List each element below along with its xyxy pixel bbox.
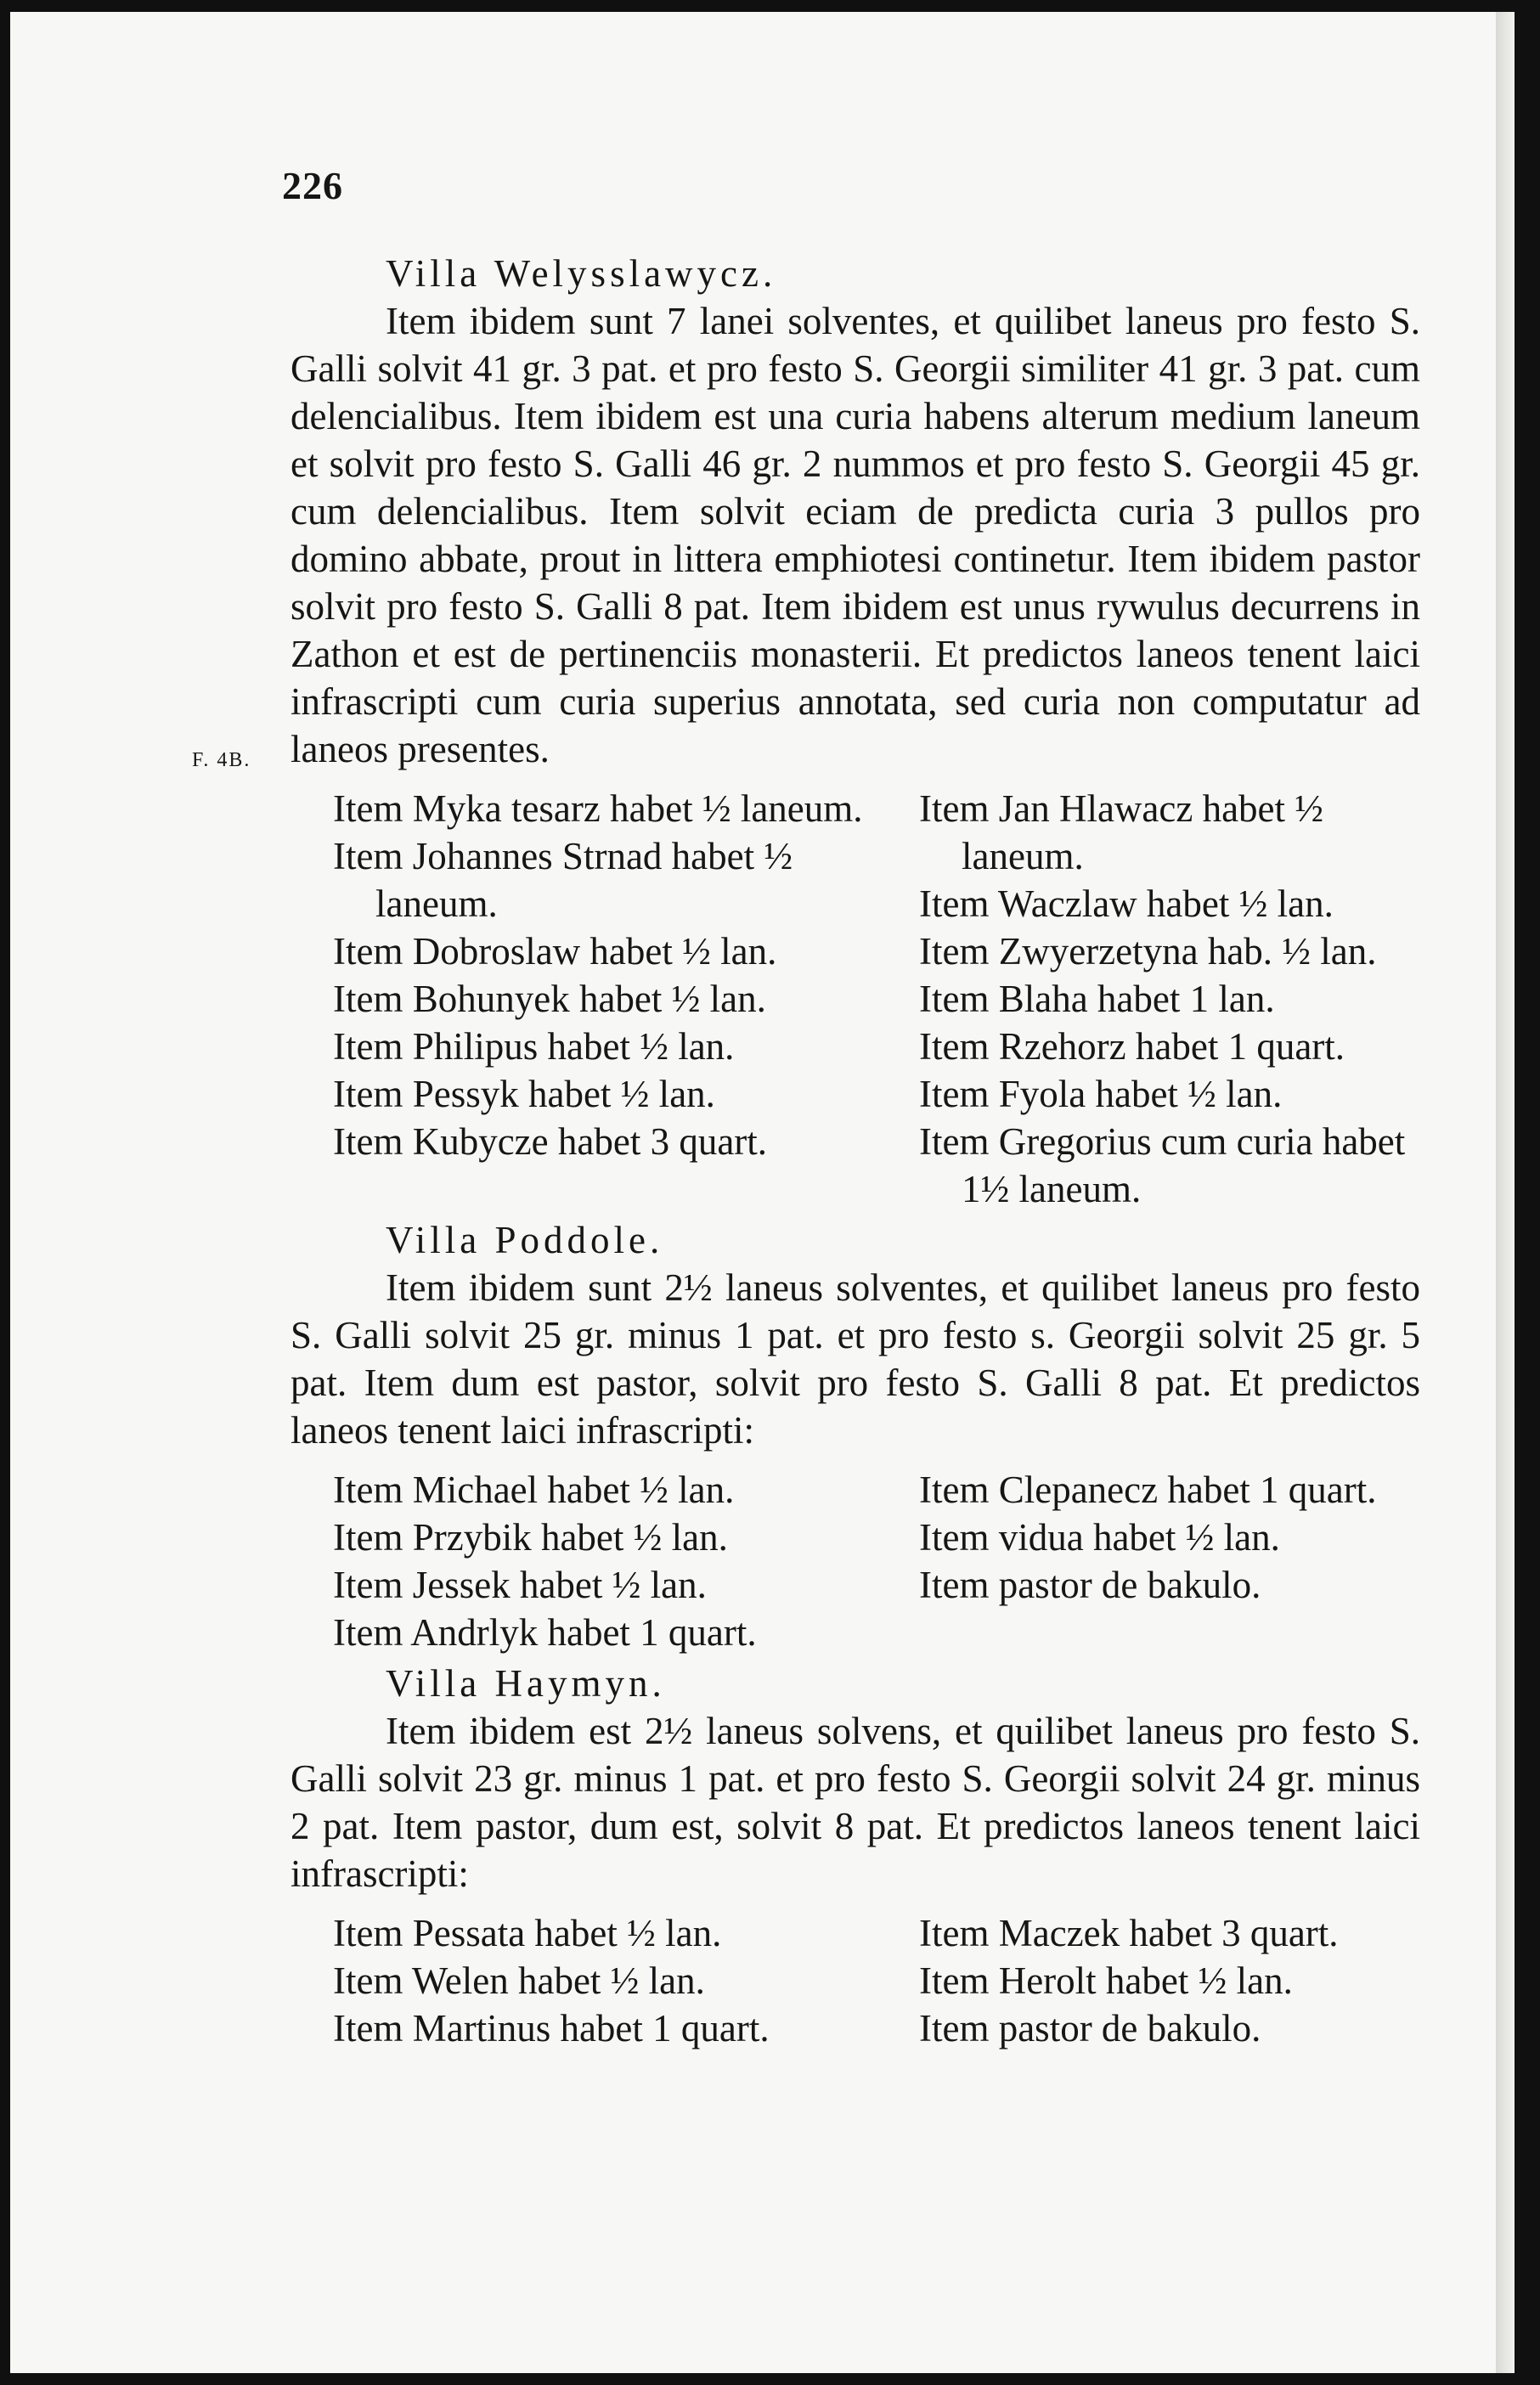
tenant-column-right [877,1466,1420,1656]
list-item: Item pastor de bakulo. [919,1564,1261,1606]
page-edge [1496,12,1515,2373]
list-item: Item Clepanecz habet 1 quart. [919,1469,1377,1511]
list-item: Item Myka tesarz habet ½ laneum. [333,787,863,830]
section-paragraph: Item ibidem sunt 7 lanei solventes, et quilibet laneus pro festo S. Galli solvit 41 gr. 3 pat. et pro festo S. Georgii similiter 41 gr. 3 pat. cum delencialibus. Item ibidem est una curia habens alterum medium laneum et solvit pro festo S. Galli 46 gr. 2 nummos et pro festo S. Georgii 45 gr. cum delencialibus. Item solvit eciam de predicta curia 3 pullos pro domino abbate, prout in littera emphiotesi continetur. Item ibidem pastor solvit pro festo S. Galli 8 pat. Item ibidem est unus rywulus decurrens in Zathon et est de pertinenciis monasterii. Et predictos laneos tenent laici infrascripti cum curia superius annotata, sed curia non computatur ad laneos presentes. [291,300,1420,770]
tenant-list [291,1909,1420,2052]
tenant-column-left [291,1466,877,1656]
tenant-list [291,785,1420,1213]
page-number: 226 [282,164,343,207]
section-heading: Villa Poddole. [386,1219,664,1261]
tenant-column-left [291,785,877,1213]
section-heading: Villa Welysslawycz. [386,252,777,295]
list-item: Item Rzehorz habet 1 quart. [919,1025,1345,1068]
list-item: Item Herolt habet ½ lan. [919,1959,1293,2002]
section-paragraph: Item ibidem est 2½ laneus solvens, et quilibet laneus pro festo S. Galli solvit 23 gr. minus 1 pat. et pro festo S. Georgii solvit 24 gr. minus 2 pat. Item pastor, dum est, solvit 8 pat. Et predictos laneos tenent laici infrascripti: [291,1710,1420,1895]
tenant-column-right [877,1909,1420,2052]
list-item: Item Przybik habet ½ lan. [333,1516,728,1559]
list-item: Item Gregorius cum curia habet 1½ laneum. [919,1120,1406,1210]
list-item: Item Michael habet ½ lan. [333,1469,735,1511]
list-item: Item pastor de bakulo. [919,2007,1261,2050]
list-item: Item Zwyerzetyna hab. ½ lan. [919,930,1377,973]
tenant-list [291,1466,1420,1656]
list-item: Item Andrlyk habet 1 quart. [333,1611,757,1654]
list-item: Item Waczlaw habet ½ lan. [919,882,1334,925]
list-item: Item Kubycze habet 3 quart. [333,1120,768,1163]
list-item: Item Welen habet ½ lan. [333,1959,705,2002]
list-item: Item Jan Hlawacz habet ½ laneum. [919,787,1324,877]
list-item: Item Jessek habet ½ lan. [333,1564,707,1606]
page-text [291,250,1420,2055]
list-item: Item Maczek habet 3 quart. [919,1912,1339,1954]
list-item: Item Martinus habet 1 quart. [333,2007,770,2050]
book-page [10,12,1515,2373]
list-item: Item Blaha habet 1 lan. [919,978,1275,1020]
list-item: Item Johannes Strnad habet ½ laneum. [333,835,793,925]
tenant-column-right [877,785,1420,1213]
section-heading: Villa Haymyn. [386,1662,666,1705]
section-paragraph: Item ibidem sunt 2½ laneus solventes, et quilibet laneus pro festo S. Galli solvit 25 gr. minus 1 pat. et pro festo s. Georgii solvit 25 gr. 5 pat. Item dum est pastor, solvit pro festo S. Galli 8 pat. Et predictos laneos tenent laici infrascripti: [291,1266,1420,1452]
list-item: Item vidua habet ½ lan. [919,1516,1280,1559]
tenant-column-left [291,1909,877,2052]
list-item: Item Pessyk habet ½ lan. [333,1073,715,1115]
list-item: Item Philipus habet ½ lan. [333,1025,735,1068]
list-item: Item Dobroslaw habet ½ lan. [333,930,777,973]
list-item: Item Pessata habet ½ lan. [333,1912,722,1954]
list-item: Item Bohunyek habet ½ lan. [333,978,766,1020]
folio-marker: F. 4B. [192,749,251,771]
list-item: Item Fyola habet ½ lan. [919,1073,1283,1115]
